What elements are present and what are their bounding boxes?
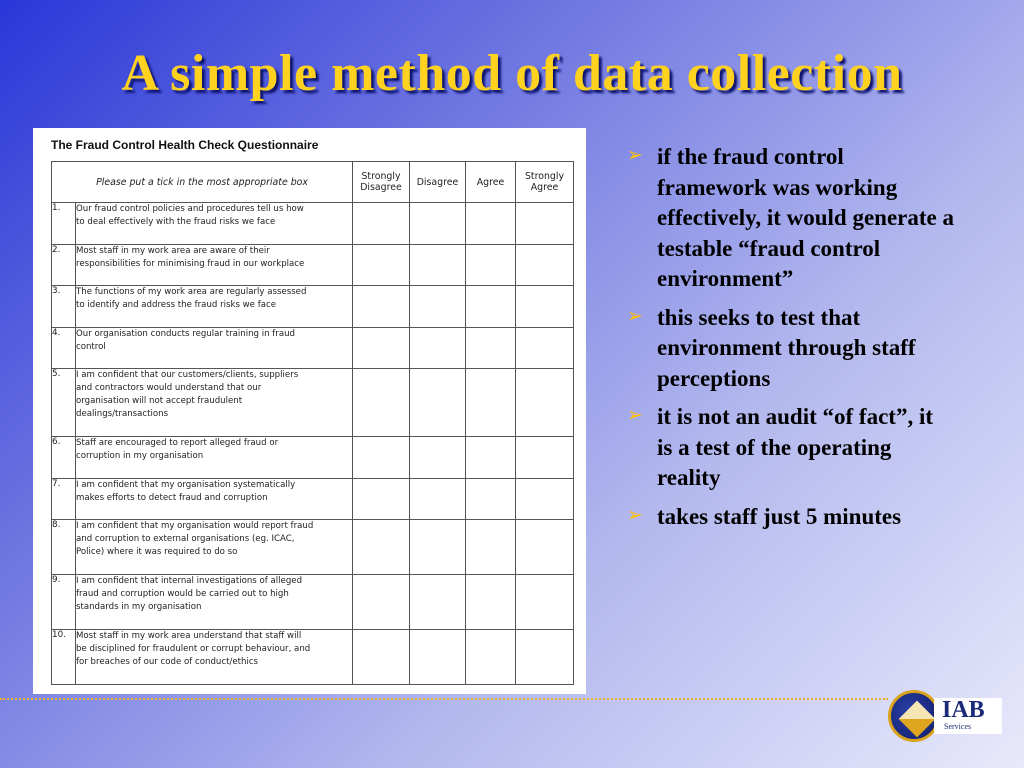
statement-line: responsibilities for minimising fraud in our workplace <box>76 259 305 269</box>
question-number: 4. <box>52 328 76 369</box>
tick-box-strongly-agree <box>516 575 574 630</box>
statement-line: makes efforts to detect fraud and corruption <box>76 493 268 503</box>
scale-label: Strongly <box>361 171 401 182</box>
tick-box-agree <box>466 520 516 575</box>
question-number: 10. <box>52 630 76 685</box>
question-row <box>52 520 574 575</box>
tick-box-agree <box>466 245 516 286</box>
tick-box-disagree <box>410 575 466 630</box>
iab-logo <box>886 690 1004 750</box>
tick-box-disagree <box>410 630 466 685</box>
questionnaire-title: The Fraud Control Health Check Questionnaire <box>51 138 319 152</box>
tick-box-agree <box>466 328 516 369</box>
arrow-bullet-icon: ➢ <box>627 144 643 166</box>
questionnaire-table <box>51 161 574 685</box>
question-statement <box>76 630 353 685</box>
question-row <box>52 203 574 245</box>
tick-box-strongly-disagree <box>353 437 410 479</box>
tick-box-disagree <box>410 245 466 286</box>
tick-box-disagree <box>410 369 466 437</box>
statement-line: dealings/transactions <box>76 409 169 419</box>
tick-box-strongly-disagree <box>353 630 410 685</box>
scale-label: Strongly <box>524 171 565 182</box>
questionnaire-header-row <box>52 162 574 203</box>
statement-line: The functions of my work area are regularly assessed <box>76 287 307 297</box>
question-statement <box>76 328 353 369</box>
question-row <box>52 245 574 286</box>
question-number: 3. <box>52 286 76 328</box>
logo-emblem <box>888 690 940 742</box>
tick-box-agree <box>466 437 516 479</box>
bullet-item <box>624 303 954 395</box>
tick-box-agree <box>466 369 516 437</box>
statement-line: standards in my organisation <box>76 602 202 612</box>
bullet-text: it is not an audit “of fact”, it is a test of the operating reality <box>657 404 933 490</box>
tick-box-strongly-agree <box>516 437 574 479</box>
tick-box-strongly-disagree <box>353 575 410 630</box>
question-number: 2. <box>52 245 76 286</box>
footer-divider <box>0 698 888 700</box>
statement-line: I am confident that internal investigations of alleged <box>76 576 303 586</box>
scale-label: Agree <box>476 176 505 188</box>
tick-box-disagree <box>410 437 466 479</box>
tick-box-agree <box>466 630 516 685</box>
tick-box-agree <box>466 286 516 328</box>
question-statement <box>76 369 353 437</box>
statement-line: for breaches of our code of conduct/ethics <box>76 657 259 667</box>
question-row <box>52 630 574 685</box>
statement-line: Our organisation conducts regular training in fraud <box>76 329 296 339</box>
statement-line: to identify and address the fraud risks we face <box>76 300 277 310</box>
bullet-item <box>624 502 954 533</box>
bullet-text: takes staff just 5 minutes <box>657 503 902 529</box>
scale-header-disagree <box>410 162 466 203</box>
tick-box-agree <box>466 479 516 520</box>
tick-box-strongly-agree <box>516 520 574 575</box>
statement-line: Most staff in my work area understand that staff will <box>76 631 302 641</box>
tick-box-strongly-agree <box>516 286 574 328</box>
logo-subtext: Services <box>944 722 972 731</box>
question-row <box>52 437 574 479</box>
logo-text: IAB <box>942 697 985 723</box>
statement-line: to deal effectively with the fraud risks we face <box>76 217 276 227</box>
question-number: 5. <box>52 369 76 437</box>
question-statement <box>76 479 353 520</box>
tick-box-strongly-disagree <box>353 203 410 245</box>
statement-line: fraud and corruption would be carried out to high <box>76 589 289 599</box>
tick-box-strongly-agree <box>516 479 574 520</box>
scale-label: Disagree <box>360 182 402 193</box>
tick-box-strongly-agree <box>516 328 574 369</box>
bullet-text: if the fraud control framework was working effectively, it would generate a testable “fraud control environment” <box>657 144 954 291</box>
tick-box-disagree <box>410 286 466 328</box>
statement-line: and contractors would understand that our <box>76 383 262 393</box>
scale-header-strongly-agree <box>516 162 574 203</box>
bullet-list <box>624 142 954 540</box>
statement-line: I am confident that my organisation would report fraud <box>76 521 314 531</box>
question-number: 8. <box>52 520 76 575</box>
tick-box-disagree <box>410 328 466 369</box>
instruction-text: Please put a tick in the most appropriate box <box>52 162 353 203</box>
question-row <box>52 286 574 328</box>
statement-line: corruption in my organisation <box>76 451 204 461</box>
question-number: 6. <box>52 437 76 479</box>
logo-wordmark <box>934 698 1002 734</box>
question-number: 7. <box>52 479 76 520</box>
tick-box-strongly-agree <box>516 245 574 286</box>
tick-box-strongly-disagree <box>353 520 410 575</box>
tick-box-strongly-disagree <box>353 245 410 286</box>
question-statement <box>76 520 353 575</box>
question-row <box>52 575 574 630</box>
statement-line: Staff are encouraged to report alleged fraud or <box>76 438 279 448</box>
bullet-item <box>624 402 954 494</box>
question-number: 1. <box>52 203 76 245</box>
slide-title: A simple method of data collection <box>121 45 903 102</box>
tick-box-disagree <box>410 520 466 575</box>
bullet-item <box>624 142 954 295</box>
question-statement <box>76 286 353 328</box>
tick-box-strongly-agree <box>516 369 574 437</box>
statement-line: Police) where it was required to do so <box>76 547 238 557</box>
statement-line: be disciplined for fraudulent or corrupt behaviour, and <box>76 644 311 654</box>
tick-box-strongly-disagree <box>353 369 410 437</box>
scale-header-strongly-disagree <box>353 162 410 203</box>
tick-box-strongly-disagree <box>353 479 410 520</box>
tick-box-strongly-agree <box>516 630 574 685</box>
arrow-bullet-icon: ➢ <box>627 304 643 327</box>
tick-box-agree <box>466 203 516 245</box>
statement-line: organisation will not accept fraudulent <box>76 396 243 406</box>
arrow-bullet-icon: ➢ <box>627 404 643 426</box>
question-statement <box>76 575 353 630</box>
tick-box-strongly-disagree <box>353 286 410 328</box>
tick-box-strongly-agree <box>516 203 574 245</box>
tick-box-disagree <box>410 479 466 520</box>
question-statement <box>76 437 353 479</box>
statement-line: control <box>76 342 106 352</box>
bullet-text: this seeks to test that environment through staff perceptions <box>657 304 916 391</box>
statement-line: I am confident that our customers/clients, suppliers <box>76 370 299 380</box>
statement-line: I am confident that my organisation systematically <box>76 480 296 490</box>
tick-box-disagree <box>410 203 466 245</box>
tick-box-strongly-disagree <box>353 328 410 369</box>
questionnaire-image <box>33 128 586 694</box>
scale-header-agree <box>466 162 516 203</box>
question-number: 9. <box>52 575 76 630</box>
question-statement <box>76 245 353 286</box>
diamond-icon <box>899 701 936 738</box>
tick-box-agree <box>466 575 516 630</box>
statement-line: Our fraud control policies and procedures tell us how <box>76 204 304 214</box>
statement-line: Most staff in my work area are aware of their <box>76 246 270 256</box>
scale-label: Agree <box>530 182 559 193</box>
question-statement <box>76 203 353 245</box>
question-row <box>52 479 574 520</box>
scale-label: Disagree <box>416 176 459 188</box>
arrow-bullet-icon: ➢ <box>627 503 643 526</box>
question-row <box>52 369 574 437</box>
question-row <box>52 328 574 369</box>
statement-line: and corruption to external organisations (eg. ICAC, <box>76 534 295 544</box>
